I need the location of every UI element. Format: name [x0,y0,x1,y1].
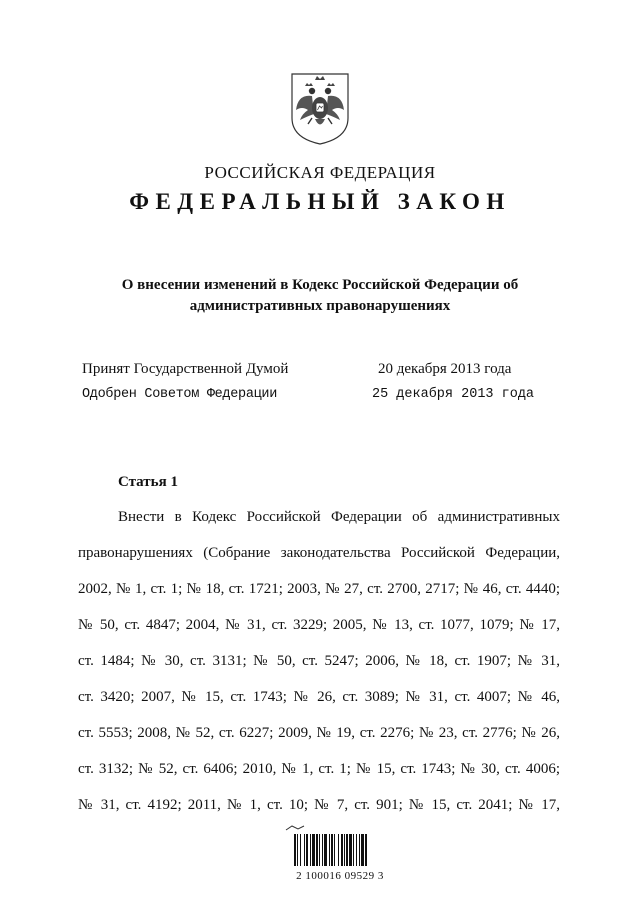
article-line: ст. 3132; № 52, ст. 6406; 2010, № 1, ст. 1; № 15, ст. 1743; № 30, ст. 4006; [78,761,560,777]
barcode [280,820,400,890]
council-date: 25 декабря 2013 года [372,387,535,402]
article-line: правонарушениях (Собрание законодательства Российской Федерации, [78,545,560,561]
article-line: ст. 3420; 2007, № 15, ст. 1743; № 26, ст. 3089; № 31, ст. 4007; № 46, [78,689,560,705]
law-type-heading: ФЕДЕРАЛЬНЫЙ ЗАКОН [129,189,511,214]
article-line: Внести в Кодекс Российской Федерации об административных [118,509,560,525]
article-line: ст. 1484; № 30, ст. 3131; № 50, ст. 5247; 2006, № 18, ст. 1907; № 31, [78,653,560,669]
article-line: ст. 5553; 2008, № 52, ст. 6227; 2009, № 19, ст. 2276; № 23, ст. 2776; № 26, [78,725,560,741]
barcode-number: 2 100016 09529 3 [296,870,384,882]
council-label: Одобрен Советом Федерации [82,387,278,402]
article-heading: Статья 1 [118,474,178,490]
country-heading: РОССИЙСКАЯ ФЕДЕРАЦИЯ [204,163,436,182]
duma-date: 20 декабря 2013 года [378,361,512,377]
article-body [78,507,560,831]
article-line: № 50, ст. 4847; 2004, № 31, ст. 3229; 2005, № 13, ст. 1077, 1079; № 17, [78,617,560,633]
barcode-icon [280,820,400,868]
law-title: О внесении изменений в Кодекс Российской Федерации об административных правонарушениях [121,277,519,314]
article-line: № 31, ст. 4192; 2011, № 1, ст. 10; № 7, ст. 901; № 15, ст. 2041; № 17, [78,797,560,813]
russian-coat-of-arms-icon [288,70,352,146]
duma-label: Принят Государственной Думой [82,361,289,377]
article-line: 2002, № 1, ст. 1; № 18, ст. 1721; 2003, № 27, ст. 2700, 2717; № 46, ст. 4440; [78,581,560,597]
